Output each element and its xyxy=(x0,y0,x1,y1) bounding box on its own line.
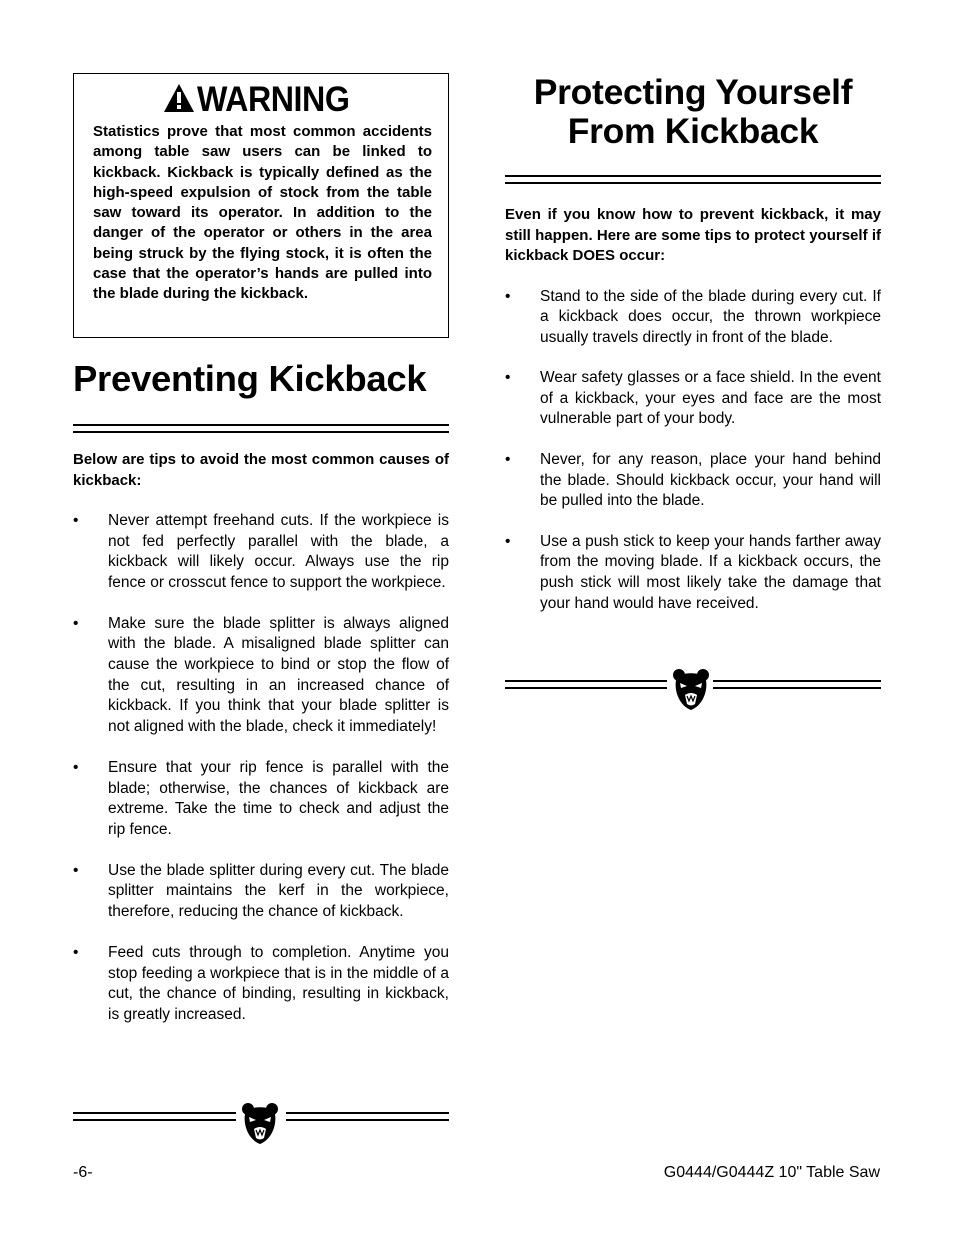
list-item: • Never attempt freehand cuts. If the workpiece is not fed perfectly parallel with the blade, a kickback will likely occur. Always use the rip fence or crosscut fence to support the workpiece. xyxy=(73,512,449,591)
warning-box xyxy=(73,73,449,338)
list-item: • Feed cuts through to completion. Anytime you stop feeding a workpiece that is in the middle of a cut, the chance of binding, resulting in kickback, is greatly increased. xyxy=(73,944,449,1023)
left-column xyxy=(73,73,449,1025)
list-item: • Wear safety glasses or a face shield. In the event of a kickback, your eyes and face are the most vulnerable part of your body. xyxy=(505,369,881,428)
list-item: • Ensure that your rip fence is parallel with the blade; otherwise, the chances of kickback are extreme. Take the time to check and adjust the rip fence. xyxy=(73,758,449,838)
list-item: • Use the blade splitter during every cut. The blade splitter maintains the kerf in the workpiece, therefore, reducing the chance of kickback. xyxy=(73,861,449,920)
bear-head-icon xyxy=(241,1102,279,1146)
protecting-intro: Even if you know how to prevent kickback, it may still happen. Here are some tips to protect yourself if kickback DOES occur: xyxy=(505,206,881,264)
list-item: • Never, for any reason, place your hand behind the blade. Should kickback occur, your hand will be pulled into the blade. xyxy=(505,451,881,510)
section-end-separator-right xyxy=(505,664,881,710)
model-footer: G0444/G0444Z 10" Table Saw xyxy=(663,1164,880,1181)
list-item: • Stand to the side of the blade during every cut. If a kickback does occur, the thrown workpiece usually travels directly in front of the blade. xyxy=(505,287,881,346)
warning-heading xyxy=(93,76,432,122)
bear-head-icon xyxy=(672,668,710,712)
section-title-protecting: Protecting Yourself From Kickback xyxy=(533,72,853,151)
preventing-tips-list xyxy=(73,511,449,1025)
preventing-intro: Below are tips to avoid the most common causes of kickback: xyxy=(73,451,449,489)
title-rule xyxy=(73,424,449,434)
list-item: • Use a push stick to keep your hands farther away from the moving blade. If a kickback occurs, the push stick will most likely take the damage that your hand would have received. xyxy=(505,532,881,612)
right-column xyxy=(505,73,881,614)
protecting-tips-list xyxy=(505,287,881,615)
warning-text: Statistics prove that most common accidents among table saw users can be linked to kickback. Kickback is typically defined as the high-speed expulsion of stock from the table saw toward its operator. In addition to the danger of the operator or others in the area being struck by the flying stock, it is often the case that the operator’s hands are pulled into the blade during the kickback. xyxy=(93,123,432,303)
section-end-separator-left xyxy=(73,1102,449,1148)
page-number: -6- xyxy=(73,1164,93,1181)
section-title-preventing: Preventing Kickback xyxy=(73,358,427,399)
list-item: • Make sure the blade splitter is always aligned with the blade. A misaligned blade splitter can cause the workpiece to bind or stop the flow of the cut, resulting in an increased chance of kickback. If you think that your blade splitter is not aligned with the blade, check it immediately! xyxy=(73,614,449,735)
title-rule xyxy=(505,175,881,185)
warning-triangle-icon xyxy=(163,83,195,113)
warning-label: WARNING xyxy=(196,79,350,119)
